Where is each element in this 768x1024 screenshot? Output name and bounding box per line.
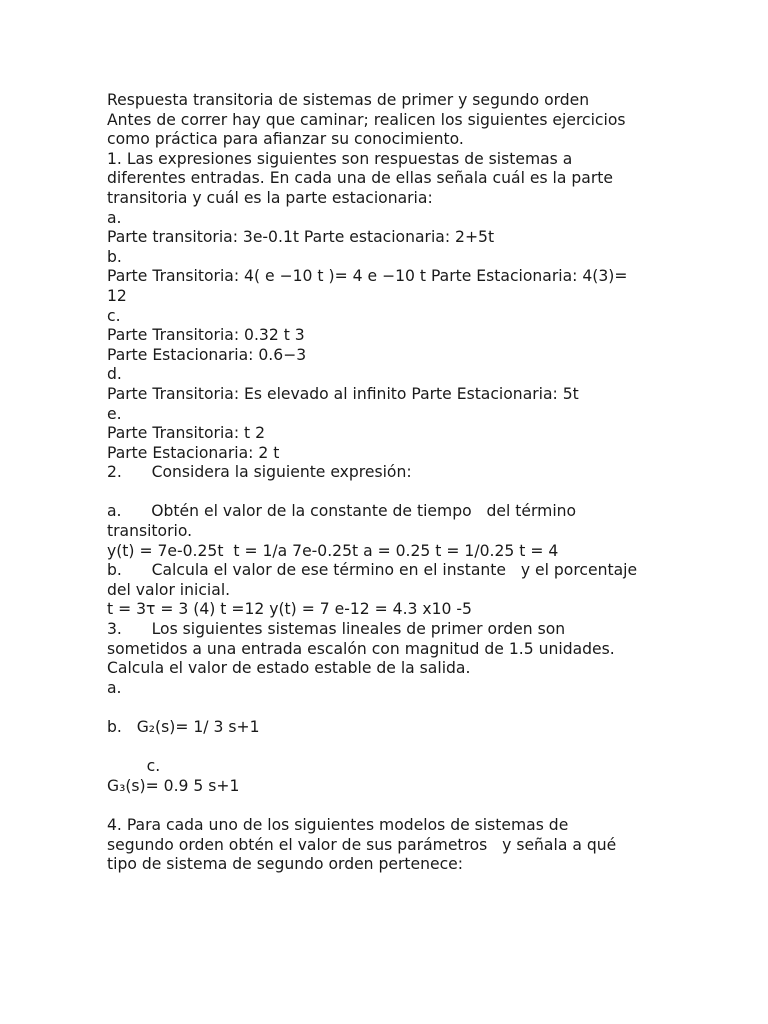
text-line: b. xyxy=(107,247,122,266)
text-line: Parte transitoria: 3e-0.1t Parte estacionaria: 2+5t xyxy=(107,228,495,247)
text-line: 2. Considera la siguiente expresión: xyxy=(107,463,412,482)
text-line: Parte Transitoria: t 2 xyxy=(107,424,266,443)
text-line: diferentes entradas. En cada una de ellas señala cuál es la parte xyxy=(107,169,613,188)
text-line: b. G₂(s)= 1/ 3 s+1 xyxy=(107,718,260,736)
text-line: a. xyxy=(107,208,122,227)
text-line: sometidos a una entrada escalón con magnitud de 1.5 unidades. xyxy=(107,639,615,658)
text-line: 4. Para cada uno de los siguientes modelos de sistemas de xyxy=(107,815,569,834)
text-line: 12 xyxy=(107,286,127,305)
text-line: Parte Transitoria: 0.32 t 3 xyxy=(107,326,305,345)
text-line: Parte Estacionaria: 2 t xyxy=(107,443,280,462)
text-line: t = 3τ = 3 (4) t =12 y(t) = 7 e-12 = 4.3 x10 -5 xyxy=(107,600,472,619)
text-line: b. Calcula el valor de ese término en el instante y el porcentaje xyxy=(107,561,638,580)
text-line: Parte Transitoria: 4( e −10 t )= 4 e −10 t Parte Estacionaria: 4(3)= xyxy=(107,267,628,286)
text-line: transitoria y cuál es la parte estacionaria: xyxy=(107,188,433,207)
text-line: 3. Los siguientes sistemas lineales de primer orden son xyxy=(107,620,566,639)
text-line: Antes de correr hay que caminar; realicen los siguientes ejercicios xyxy=(107,110,626,129)
text-line: y(t) = 7e-0.25t t = 1/a 7e-0.25t a = 0.25 t = 1/0.25 t = 4 xyxy=(107,541,559,560)
text-line: a. xyxy=(107,678,122,697)
blank-line xyxy=(107,483,687,503)
text-line: G₃(s)= 0.9 5 s+1 xyxy=(107,776,240,795)
document-body xyxy=(107,91,687,875)
text-line: como práctica para afianzar su conocimiento. xyxy=(107,130,464,149)
text-line: c. xyxy=(107,757,161,776)
text-line: a. Obtén el valor de la constante de tiempo del término xyxy=(107,502,577,521)
text-line: del valor inicial. xyxy=(107,580,231,599)
text-line: Parte Estacionaria: 0.6−3 xyxy=(107,345,307,364)
text-line: e. xyxy=(107,404,122,423)
text-line: 1. Las expresiones siguientes son respuestas de sistemas a xyxy=(107,149,573,168)
text-line: d. xyxy=(107,365,122,384)
text-line: Parte Transitoria: Es elevado al infinito Parte Estacionaria: 5t xyxy=(107,384,579,403)
text-line: segundo orden obtén el valor de sus parámetros y señala a qué xyxy=(107,835,617,854)
blank-line xyxy=(107,738,687,758)
text-line: Calcula el valor de estado estable de la salida. xyxy=(107,659,471,678)
text-line: Respuesta transitoria de sistemas de primer y segundo orden xyxy=(107,91,590,109)
text-line: tipo de sistema de segundo orden pertenece: xyxy=(107,855,464,874)
blank-line xyxy=(107,698,687,718)
text-line: c. xyxy=(107,306,121,325)
text-line: transitorio. xyxy=(107,522,193,541)
blank-line xyxy=(107,796,687,816)
